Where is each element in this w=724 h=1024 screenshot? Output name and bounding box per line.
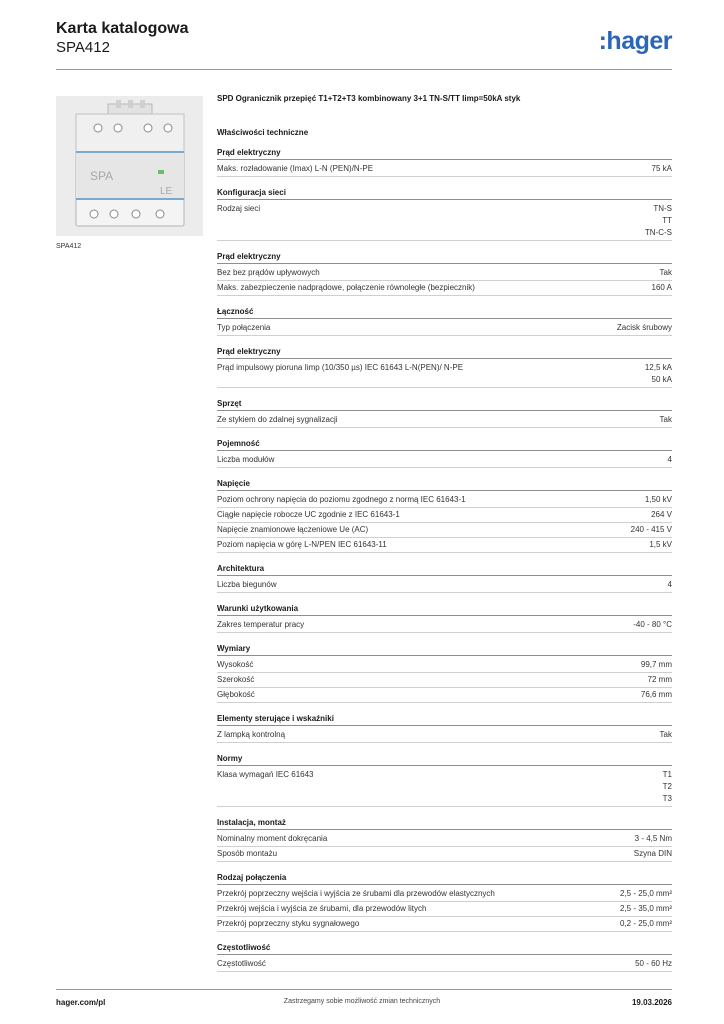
- spec-value: [645, 362, 672, 386]
- spec-row: [217, 361, 672, 388]
- spec-row: [217, 281, 672, 296]
- spec-value: [648, 674, 672, 686]
- spec-row: [217, 957, 672, 972]
- section-title: Pojemność: [217, 439, 672, 451]
- section-title: Łączność: [217, 307, 672, 319]
- spec-value: [620, 918, 672, 930]
- spec-value: [652, 282, 672, 294]
- spec-row: [217, 413, 672, 428]
- spec-section: [217, 439, 672, 468]
- section-title: Prąd elektryczny: [217, 347, 672, 359]
- spec-value-line: 75 kA: [651, 164, 672, 173]
- spec-value: [668, 579, 672, 591]
- spec-value-line: Szyna DIN: [633, 849, 672, 858]
- spec-value: [645, 203, 672, 239]
- spec-label: Głębokość: [217, 690, 255, 699]
- spec-value-line: -40 - 80 °C: [633, 620, 672, 629]
- spec-value: [660, 414, 672, 426]
- spec-value-line: 1,5 kV: [649, 540, 672, 549]
- spec-section: [217, 479, 672, 553]
- spec-label: Poziom napięcia w górę L-N/PEN IEC 61643-11: [217, 540, 387, 549]
- product-image: [56, 96, 203, 236]
- section-title: Wymiary: [217, 644, 672, 656]
- spec-label: Ze stykiem do zdalnej sygnalizacji: [217, 415, 338, 424]
- spec-value: [649, 539, 672, 551]
- spec-row: [217, 847, 672, 862]
- spec-row: [217, 578, 672, 593]
- section-title: Rodzaj połączenia: [217, 873, 672, 885]
- spec-value-line: 240 - 415 V: [630, 525, 672, 534]
- spec-label: Liczba modułów: [217, 455, 275, 464]
- spec-value-line: T2: [662, 782, 672, 791]
- spec-value-line: 2,5 - 25,0 mm²: [619, 889, 672, 898]
- header-divider: [56, 69, 672, 70]
- product-description: SPD Ogranicznik przepięć T1+T2+T3 kombinowany 3+1 TN-S/TT Iimp=50kA styk: [217, 94, 521, 103]
- spec-value-line: 4: [667, 455, 672, 464]
- spec-label: Klasa wymagań IEC 61643: [217, 770, 314, 779]
- section-title: Częstotliwość: [217, 943, 672, 955]
- section-title: Prąd elektryczny: [217, 148, 672, 160]
- spec-section: [217, 148, 672, 177]
- spec-value: [633, 619, 672, 631]
- spec-label: Częstotliwość: [217, 959, 266, 968]
- spec-value-line: 99,7 mm: [640, 660, 672, 669]
- spec-value: [617, 322, 672, 334]
- spec-label: Wysokość: [217, 660, 254, 669]
- spec-section: [217, 347, 672, 388]
- spec-section: [217, 754, 672, 807]
- spec-value-line: Tak: [659, 415, 672, 424]
- spec-row: [217, 832, 672, 847]
- spec-value-line: 50 kA: [651, 375, 672, 384]
- spec-section: [217, 399, 672, 428]
- spec-value-line: 160 A: [651, 283, 672, 292]
- spec-section: [217, 818, 672, 862]
- spec-row: [217, 768, 672, 807]
- spec-row: [217, 658, 672, 673]
- spec-row: [217, 266, 672, 281]
- spec-value: [663, 769, 672, 805]
- spec-value-line: Zacisk śrubowy: [616, 323, 672, 332]
- spec-row: [217, 673, 672, 688]
- spec-row: [217, 538, 672, 553]
- image-caption: SPA412: [56, 243, 82, 250]
- spec-value: [668, 454, 672, 466]
- spec-row: [217, 508, 672, 523]
- hager-logo: :hager: [598, 27, 672, 55]
- product-code: SPA412: [56, 39, 110, 56]
- spec-sheet: [217, 94, 672, 983]
- footer-website: hager.com/pl: [56, 998, 106, 1007]
- spec-label: Typ połączenia: [217, 323, 271, 332]
- footer-divider: [56, 989, 672, 990]
- spec-section: [217, 644, 672, 703]
- spec-value: [660, 729, 672, 741]
- spec-row: [217, 202, 672, 241]
- spec-row: [217, 493, 672, 508]
- spec-section: [217, 307, 672, 336]
- footer-date: 19.03.2026: [631, 998, 672, 1007]
- spec-label: Prąd impulsowy pioruna Iimp (10/350 µs) IEC 61643 L-N(PEN)/ N-PE: [217, 363, 464, 372]
- spec-section: [217, 943, 672, 972]
- spec-section: [217, 188, 672, 241]
- svg-text:SPA: SPA: [90, 169, 114, 183]
- spec-label: Sposób montażu: [217, 849, 278, 858]
- spec-label: Przekrój poprzeczny styku sygnałowego: [217, 919, 360, 928]
- svg-text:LE: LE: [160, 186, 173, 197]
- spec-value-line: 72 mm: [647, 675, 672, 684]
- section-title: Napięcie: [217, 479, 672, 491]
- spec-value-line: 264 V: [651, 510, 672, 519]
- section-title: Warunki użytkowania: [217, 604, 672, 616]
- spec-value: [635, 958, 672, 970]
- spec-value-line: Tak: [659, 730, 672, 739]
- spec-value: [635, 833, 672, 845]
- page-title: Karta katalogowa: [56, 20, 189, 37]
- spec-row: [217, 902, 672, 917]
- spec-sections: [217, 148, 672, 972]
- tech-properties-heading: Właściwości techniczne: [217, 128, 309, 137]
- spec-row: [217, 453, 672, 468]
- spec-label: Z lampką kontrolną: [217, 730, 286, 739]
- spec-value-line: T1: [662, 770, 672, 779]
- spec-value-line: 3 - 4,5 Nm: [634, 834, 672, 843]
- spec-label: Nominalny moment dokręcania: [217, 834, 328, 843]
- section-title: Sprzęt: [217, 399, 672, 411]
- spec-value: [651, 509, 672, 521]
- surge-protector-illustration: [56, 96, 203, 236]
- spec-row: [217, 917, 672, 932]
- spec-value-line: 4: [667, 580, 672, 589]
- section-title: Elementy sterujące i wskaźniki: [217, 714, 672, 726]
- spec-value: [631, 524, 672, 536]
- spec-value-line: TN-C-S: [644, 228, 672, 237]
- spec-section: [217, 564, 672, 593]
- spec-label: Maks. zabezpieczenie nadprądowe, połączenie równoległe (bezpiecznik): [217, 283, 475, 292]
- spec-row: [217, 887, 672, 902]
- spec-value-line: TN-S: [653, 204, 672, 213]
- spec-row: [217, 321, 672, 336]
- spec-value-line: 76,6 mm: [640, 690, 672, 699]
- spec-value-line: 1,50 kV: [644, 495, 672, 504]
- spec-value-line: Tak: [659, 268, 672, 277]
- spec-label: Rodzaj sieci: [217, 204, 261, 213]
- spec-label: Napięcie znamionowe łączeniowe Ue (AC): [217, 525, 369, 534]
- spec-value-line: TT: [662, 216, 672, 225]
- spec-label: Zakres temperatur pracy: [217, 620, 305, 629]
- spec-value-line: 0,2 - 25,0 mm²: [619, 919, 672, 928]
- spec-value: [645, 494, 672, 506]
- spec-value: [641, 659, 672, 671]
- spec-label: Bez bez prądów upływowych: [217, 268, 320, 277]
- spec-value-line: T3: [662, 794, 672, 803]
- spec-section: [217, 252, 672, 296]
- section-title: Prąd elektryczny: [217, 252, 672, 264]
- spec-label: Liczba biegunów: [217, 580, 277, 589]
- spec-row: [217, 523, 672, 538]
- spec-row: [217, 728, 672, 743]
- spec-label: Przekrój wejścia i wyjścia ze śrubami, dla przewodów litych: [217, 904, 427, 913]
- spec-label: Maks. rozładowanie (Imax) L-N (PEN)/N-PE: [217, 164, 374, 173]
- spec-value: [660, 267, 672, 279]
- spec-value-line: 2,5 - 35,0 mm²: [619, 904, 672, 913]
- spec-row: [217, 162, 672, 177]
- spec-row: [217, 618, 672, 633]
- spec-value-line: 50 - 60 Hz: [635, 959, 672, 968]
- spec-value: [634, 848, 672, 860]
- spec-label: Przekrój poprzeczny wejścia i wyjścia ze śrubami dla przewodów elastycznych: [217, 889, 495, 898]
- section-title: Architektura: [217, 564, 672, 576]
- spec-label: Poziom ochrony napięcia do poziomu zgodnego z normą IEC 61643-1: [217, 495, 466, 504]
- spec-value: [652, 163, 672, 175]
- section-title: Instalacja, montaż: [217, 818, 672, 830]
- footer-notice: Zastrzegamy sobie możliwość zmian technicznych: [283, 998, 441, 1005]
- spec-section: [217, 714, 672, 743]
- spec-label: Ciągłe napięcie robocze UC zgodnie z IEC 61643-1: [217, 510, 400, 519]
- section-title: Konfiguracja sieci: [217, 188, 672, 200]
- spec-label: Szerokość: [217, 675, 255, 684]
- spec-section: [217, 873, 672, 932]
- spec-section: [217, 604, 672, 633]
- spec-value: [620, 903, 672, 915]
- spec-row: [217, 688, 672, 703]
- spec-value-line: 12,5 kA: [644, 363, 672, 372]
- spec-value: [620, 888, 672, 900]
- spec-value: [641, 689, 672, 701]
- section-title: Normy: [217, 754, 672, 766]
